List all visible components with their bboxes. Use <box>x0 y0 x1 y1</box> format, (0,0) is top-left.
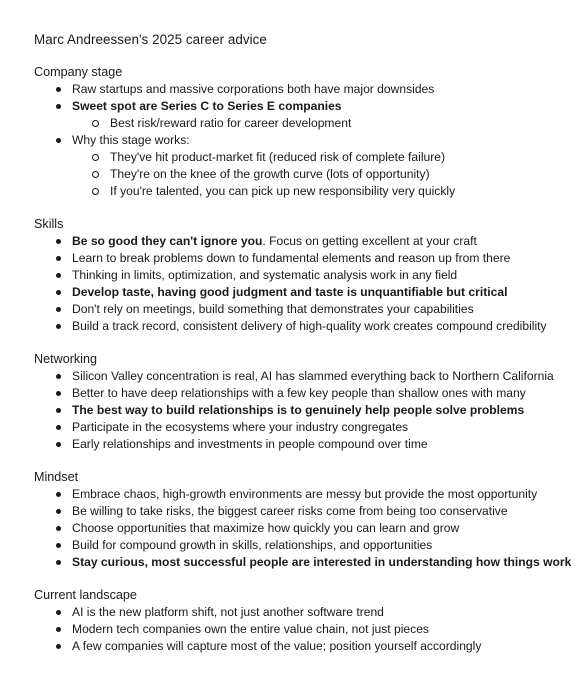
list-item: Build a track record, consistent delivery of high-quality work creates compound credibility <box>34 318 569 335</box>
section-heading: Mindset <box>34 470 79 484</box>
list-item: The best way to build relationships is to genuinely help people solve problems <box>34 402 569 419</box>
list-item: Silicon Valley concentration is real, AI has slammed everything back to Northern California <box>34 368 569 385</box>
sub-list-item: If you're talented, you can pick up new responsibility very quickly <box>72 183 569 200</box>
list-item <box>34 98 569 132</box>
section-heading: Skills <box>34 217 64 231</box>
list-item: Better to have deep relationships with a few key people than shallow ones with many <box>34 385 569 402</box>
bold-phrase: Be so good they can't ignore you <box>72 234 263 248</box>
list-item: Be willing to take risks, the biggest career risks come from being too conservative <box>34 503 569 520</box>
sub-bullet-list <box>72 115 569 132</box>
sub-bullet-list <box>72 149 569 200</box>
sub-list-item: They're on the knee of the growth curve (lots of opportunity) <box>72 166 569 183</box>
list-item: Build for compound growth in skills, relationships, and opportunities <box>34 537 569 554</box>
section-current-landscape <box>34 587 569 655</box>
section-skills <box>34 216 569 335</box>
bullet-list <box>34 233 569 335</box>
list-item: Participate in the ecosystems where your industry congregates <box>34 419 569 436</box>
bullet-list <box>34 486 572 571</box>
list-item: Don't rely on meetings, build something that demonstrates your capabilities <box>34 301 569 318</box>
document-title: Marc Andreessen's 2025 career advice <box>34 32 267 47</box>
section-heading: Current landscape <box>34 588 137 602</box>
list-item: Modern tech companies own the entire value chain, not just pieces <box>34 621 569 638</box>
list-item-text: Why this stage works: <box>72 133 190 147</box>
bullet-list <box>34 81 569 200</box>
list-item: Embrace chaos, high-growth environments are messy but provide the most opportunity <box>34 486 569 503</box>
list-item: Raw startups and massive corporations both have major downsides <box>34 81 569 98</box>
list-item <box>34 132 569 200</box>
bullet-list <box>34 604 569 655</box>
sub-list-item: Best risk/reward ratio for career development <box>72 115 569 132</box>
bullet-list <box>34 368 569 453</box>
section-heading: Company stage <box>34 65 123 79</box>
list-item: A few companies will capture most of the value; position yourself accordingly <box>34 638 569 655</box>
list-item-text: Sweet spot are Series C to Series E companies <box>72 99 342 113</box>
list-item: Learn to break problems down to fundamental elements and reason up from there <box>34 250 569 267</box>
list-item: Early relationships and investments in people compound over time <box>34 436 569 453</box>
list-item-text: . Focus on getting excellent at your craft <box>262 234 477 248</box>
section-mindset <box>34 469 572 571</box>
sub-list-item: They've hit product-market fit (reduced risk of complete failure) <box>72 149 569 166</box>
list-item: Stay curious, most successful people are interested in understanding how things work <box>34 554 569 571</box>
list-item: Develop taste, having good judgment and taste is unquantifiable but critical <box>34 284 569 301</box>
section-company-stage <box>34 64 569 200</box>
list-item <box>34 233 569 250</box>
list-item: Thinking in limits, optimization, and systematic analysis work in any field <box>34 267 569 284</box>
list-item: Choose opportunities that maximize how quickly you can learn and grow <box>34 520 569 537</box>
list-item: AI is the new platform shift, not just another software trend <box>34 604 569 621</box>
section-heading: Networking <box>34 352 97 366</box>
section-networking <box>34 351 569 453</box>
